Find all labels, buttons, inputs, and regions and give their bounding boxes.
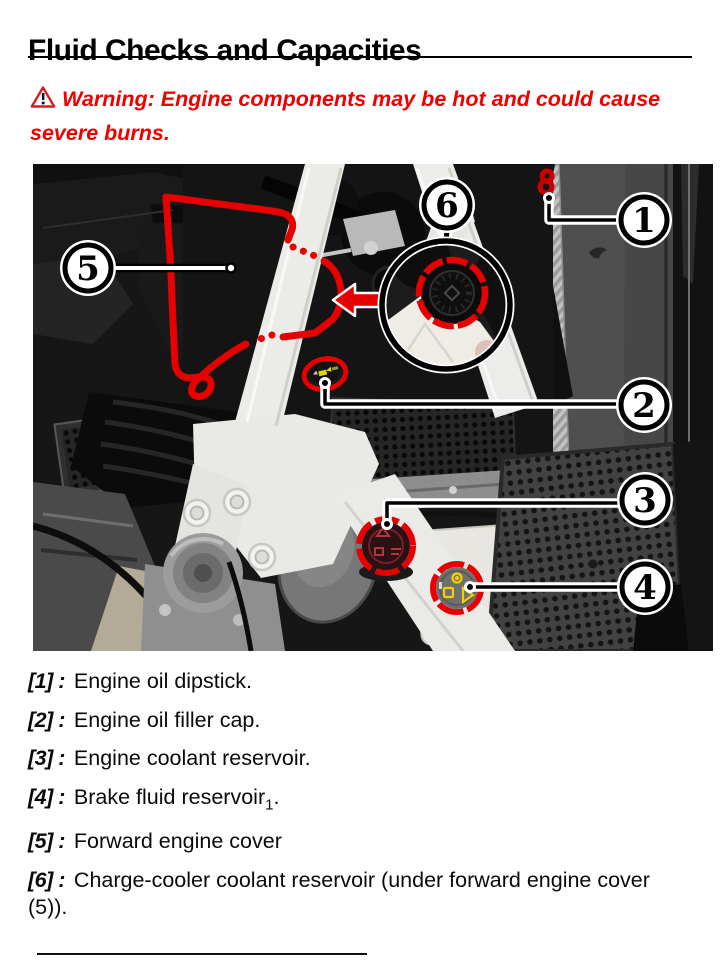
footnote-divider	[37, 953, 367, 955]
callout-legend	[28, 668, 668, 933]
callout-2	[616, 377, 672, 433]
footnote-ref-1: 1	[265, 795, 274, 813]
legend-text-5: Forward engine cover	[73, 829, 282, 854]
warning-label: Warning:	[62, 87, 155, 111]
legend-item-6	[28, 867, 668, 922]
legend-text-6: Charge-cooler coolant reservoir (under forward engine cover (5)).	[28, 867, 650, 920]
callout-1	[616, 192, 672, 248]
legend-item-1	[28, 668, 668, 696]
warning-triangle-icon	[30, 85, 56, 118]
callout-2-number: 2	[632, 386, 656, 426]
legend-text-1: Engine oil dipstick.	[73, 669, 252, 693]
title-divider	[28, 56, 692, 58]
legend-ref-1: [1] :	[28, 669, 65, 693]
callout-6-number: 6	[435, 186, 459, 226]
legend-ref-5: [5] :	[28, 829, 65, 854]
callout-1-number: 1	[632, 201, 656, 241]
legend-item-5	[28, 828, 668, 856]
callout-4-number: 4	[633, 568, 657, 608]
callout-3-number: 3	[633, 481, 657, 521]
legend-item-2	[28, 707, 668, 735]
legend-ref-4: [4] :	[28, 784, 65, 809]
legend-text-4: Brake fluid reservoir	[73, 784, 266, 809]
page-title: Fluid Checks and Capacities	[28, 34, 422, 68]
warning-text: Engine components may be hot and could cause severe burns.	[30, 87, 661, 145]
legend-text-3: Engine coolant reservoir.	[73, 746, 311, 771]
engine-bay-figure	[33, 164, 713, 651]
legend-ref-3: [3] :	[28, 746, 65, 771]
callout-3	[617, 472, 673, 528]
callout-5-number: 5	[76, 249, 100, 289]
legend-item-4	[28, 784, 668, 812]
engine-bay-illustration	[33, 164, 713, 651]
legend-suffix-4: .	[273, 784, 280, 809]
warning-note	[30, 84, 688, 148]
callout-6	[419, 177, 475, 233]
legend-ref-2: [2] :	[28, 707, 65, 732]
legend-item-3	[28, 745, 668, 773]
callout-4	[617, 559, 673, 615]
legend-ref-6: [6] :	[28, 867, 65, 892]
callout-5	[60, 240, 116, 296]
legend-text-2: Engine oil filler cap.	[73, 707, 261, 732]
